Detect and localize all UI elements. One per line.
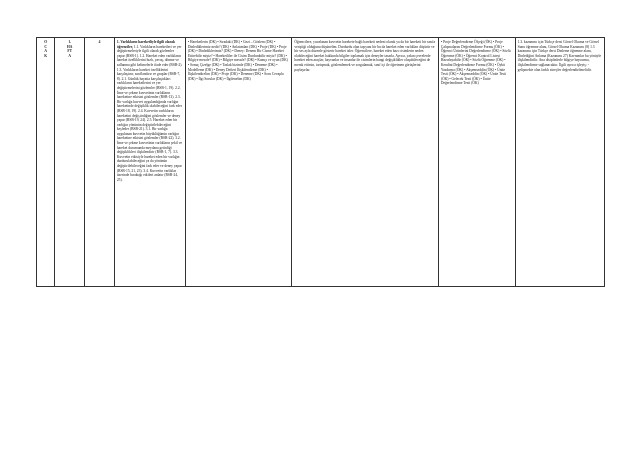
hours-cell: [85, 38, 115, 287]
outcomes-cell: [114, 38, 185, 287]
concepts-cell: [185, 38, 292, 287]
lesson-plan-table: [36, 37, 605, 287]
week-line: 1.: [68, 40, 72, 44]
outcomes-body: 1.1. Varlıkların hareketleri ve yer değiştirmeleriyle ilgili olarak gözlemler yapar (BSB-1). 1.2. Hareket eden varlıkların hareket özelliklerini hızlı, yavaş, dönme ve sallanma gibi kelimelerle ifade eder (BSB-2). 1.3. Varlıkların hareket özelliklerini karşılaştırır, sınıflandırır ve gruplar (BSB-7, 8). 2.1. Günlük hayatta karşılaştıkları varlıkların hareketlerini ve yer değiştirmelerini gözlemler (BSB-1, 19). 2.2. İtme ve çekme kuvvetinin varlıkların hareketine etkisini gözlemler (BSB-13). 2.3. Bir varlığa kuvvet uygulandığında varlığın hareketinde değişiklik olabileceğini fark eder (BSB-18, 19). 2.4. Kuvvetin varlıkların hareketini değiştirdiğini gözlemler ve deney yapar (BSB-19, 24). 2.5. Hareket eden bir varlığın yönünün değiştirilebileceğini keşfeder (BSB-21). 3.1. Bir varlığa uygulanan kuvvetin büyüklüğünün varlığın hareketine etkisini gözlemler (BSB-22). 3.2. İtme ve çekme kuvvetinin varlıkların şekil ve hareket durumunda meydana getirdiği değişiklikleri ilişkilendirir (BSB-1, 7). 3.3. Kuvvetin etkisiyle hareket eden bir varlığın durdurulabileceğini ya da yönünün değiştirilebileceğini fark eder ve deney yapar (BSB-15, 21, 23). 3.4. Kuvvetin varlıklar üzerinde bıraktığı etkileri anlatır (BSB-24, 25).: [116, 44, 183, 182]
week-cell: [55, 38, 85, 287]
week-line: A: [68, 53, 71, 58]
month-letter: C: [44, 44, 47, 49]
concepts-text: • Hareketlerin (DK) • Sıradaki (DK) • Gezi – Gözlem (DK) • Dinlediklerimiz nedir? (DK) • Anlatımları (DK) • Proje (DK) • Proje (DK) • Dinlediklerimiz? (DK) • Deney: Denem Bir Cisme Hareket Ettirebilir miyiz? • Hareketliler ile Cisim Durdurabilir miyiz? (DK) • Bilgiye mesafe? (DK) • Bilgiye mesafe? (DK) • Kamçı ve oyun (DK) • Sonuç Çizelge (DK) • Taslak bizimle (DK) • Deneme (DK) • Modelleme (DK) • Deney Defteri İlişkilendirme (DK) • İlişkilendirelim (DK) • Proje (DK) • Deneme (DK) • Soru Cevapla (DK) • İlgi Sorular (DK) • İlgilenelim (DK): [187, 40, 288, 81]
methods-text: • Proje Değerlendirme Ölçeği (ÖK) • Proje Çalışmalarını Değerlendirme Formu (ÖK) • Öğrenci Ürünlerini Değerlendirme (ÖK) • Sözlü Öğrenme (ÖK) • Öğrenci Kontrol Listesi Hazırlayabilir (ÖK) • Sözlü Öğrenme (ÖK) • Kendini Değerlendirme Formu (ÖK) • Öykü Yazdırma (ÖK) • Akşemseddin (ÖK) • Ünite Testi (ÖK) • Akşemseddin (ÖK) • Ünite Testi (ÖK) • Gelecek Testi (ÖK) • Ünite Değerlendirme Testi (ÖK): [440, 40, 511, 86]
activities-text: Öğrencilere, yuvalanan kuvvetin harekete bağlı hareketi nedeni olarak ya da bir hareketi bir sınıfa veriştiği olduğunu düşünelim. Durdurdu olan taşıyanı bir bu da hareket eden varlıkları düşürür ve bir ses ayla düzenle gösterir hareket izler. Öğrencilere, hareket eden bazı cisimlerin neden olabileceğini hareket hakkında bilgiler toplamak için deneyler tasarla. Ayrıca, yakın çevrelerde hareket eden araçlar, hayvanlar ve insanlar ile cisimlerin hangi değişiklikler oluşabileceğini de merak ettirsin, tartışmak, gözlemlemek ve sorgulamak, sınıf içi ile öğretmen görüşlerini paylaşırlar.: [294, 40, 436, 72]
week-line: HA: [67, 44, 73, 49]
methods-cell: [438, 38, 515, 287]
table-row: [37, 38, 605, 287]
notes-cell: [515, 38, 604, 287]
notes-text: 1.3. kazanımı için Türkçe dersi Görsel Okuma ve Görsel Sunu öğrenme alanı, Görsel Okuma Kazanımı (8) 1.3 kazanımı için Türkçe dersi Dinleme öğrenme alanı, Dinlediğini Anlama (Kazanımı 27) Kavramlar bu yönüyle ilişkilendirilir. Ana disiplinlerle bilgiye başvurma, ilişkilendirme sağlanacaktır. İlgili ayrıca işleyiş: - gelişmekte olan farklı süreçler değerlendirilmelidir.: [517, 40, 602, 72]
activities-cell: [292, 38, 439, 287]
month-letter: A: [44, 49, 47, 54]
week-line: FT: [67, 49, 72, 54]
hours-value: 4: [98, 40, 101, 44]
month-letter: O: [44, 40, 48, 44]
month-letter: K: [44, 53, 48, 58]
month-cell: [37, 38, 55, 287]
outcomes-title: 1. Varlıkların hareketliyle ilgili olarak öğrenciler,: [116, 40, 175, 49]
